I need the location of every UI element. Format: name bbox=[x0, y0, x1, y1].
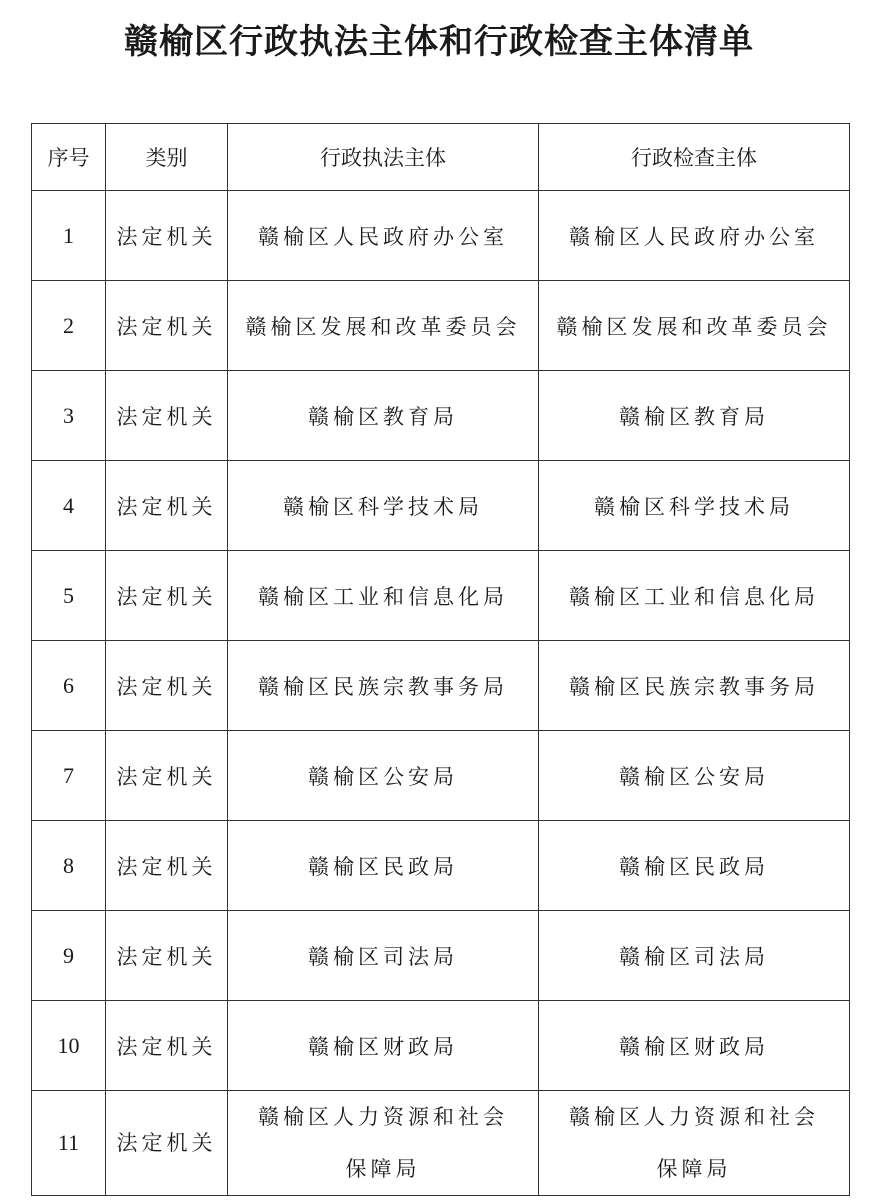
row-enforcement-entity: 赣榆区财政局 bbox=[228, 1001, 539, 1091]
table-row bbox=[32, 821, 850, 911]
row-category: 法定机关 bbox=[106, 821, 228, 911]
row-enforcement-entity bbox=[228, 1091, 539, 1196]
row-inspection-entity: 赣榆区民族宗教事务局 bbox=[539, 641, 850, 731]
row-serial-number: 11 bbox=[32, 1091, 106, 1196]
row-serial-number: 3 bbox=[32, 371, 106, 461]
row-serial-number: 5 bbox=[32, 551, 106, 641]
row-inspection-entity: 赣榆区科学技术局 bbox=[539, 461, 850, 551]
row-enforcement-entity: 赣榆区发展和改革委员会 bbox=[228, 281, 539, 371]
row-inspection-entity: 赣榆区财政局 bbox=[539, 1001, 850, 1091]
row-category: 法定机关 bbox=[106, 191, 228, 281]
table-row bbox=[32, 731, 850, 821]
row-serial-number: 8 bbox=[32, 821, 106, 911]
row-category: 法定机关 bbox=[106, 641, 228, 731]
row-category: 法定机关 bbox=[106, 911, 228, 1001]
row-serial-number: 7 bbox=[32, 731, 106, 821]
row-enforcement-entity-text: 赣榆区人力资源和社会保障局 bbox=[258, 1105, 508, 1181]
row-inspection-entity: 赣榆区民政局 bbox=[539, 821, 850, 911]
header-enforcement-entity: 行政执法主体 bbox=[228, 124, 539, 191]
row-category: 法定机关 bbox=[106, 551, 228, 641]
header-serial-number: 序号 bbox=[32, 124, 106, 191]
row-enforcement-entity: 赣榆区科学技术局 bbox=[228, 461, 539, 551]
table-header-row bbox=[32, 124, 850, 191]
table-row bbox=[32, 1001, 850, 1091]
table-row bbox=[32, 551, 850, 641]
row-enforcement-entity: 赣榆区司法局 bbox=[228, 911, 539, 1001]
row-enforcement-entity: 赣榆区公安局 bbox=[228, 731, 539, 821]
table-row bbox=[32, 641, 850, 731]
row-inspection-entity: 赣榆区发展和改革委员会 bbox=[539, 281, 850, 371]
header-category: 类别 bbox=[106, 124, 228, 191]
table-row bbox=[32, 911, 850, 1001]
header-inspection-entity: 行政检查主体 bbox=[539, 124, 850, 191]
row-serial-number: 2 bbox=[32, 281, 106, 371]
table-row bbox=[32, 371, 850, 461]
row-serial-number: 4 bbox=[32, 461, 106, 551]
row-inspection-entity-text: 赣榆区人力资源和社会保障局 bbox=[569, 1105, 819, 1181]
row-inspection-entity: 赣榆区教育局 bbox=[539, 371, 850, 461]
row-serial-number: 9 bbox=[32, 911, 106, 1001]
entity-list-table bbox=[31, 123, 850, 1196]
row-enforcement-entity: 赣榆区人民政府办公室 bbox=[228, 191, 539, 281]
row-inspection-entity: 赣榆区公安局 bbox=[539, 731, 850, 821]
row-serial-number: 6 bbox=[32, 641, 106, 731]
row-category: 法定机关 bbox=[106, 731, 228, 821]
row-category: 法定机关 bbox=[106, 1001, 228, 1091]
row-inspection-entity bbox=[539, 1091, 850, 1196]
row-enforcement-entity: 赣榆区民政局 bbox=[228, 821, 539, 911]
row-inspection-entity: 赣榆区工业和信息化局 bbox=[539, 551, 850, 641]
table-row bbox=[32, 281, 850, 371]
row-category: 法定机关 bbox=[106, 1091, 228, 1196]
row-serial-number: 10 bbox=[32, 1001, 106, 1091]
row-enforcement-entity: 赣榆区民族宗教事务局 bbox=[228, 641, 539, 731]
row-serial-number: 1 bbox=[32, 191, 106, 281]
table-row bbox=[32, 1091, 850, 1196]
row-category: 法定机关 bbox=[106, 281, 228, 371]
row-inspection-entity: 赣榆区司法局 bbox=[539, 911, 850, 1001]
table-row bbox=[32, 461, 850, 551]
row-category: 法定机关 bbox=[106, 461, 228, 551]
table-row bbox=[32, 191, 850, 281]
row-category: 法定机关 bbox=[106, 371, 228, 461]
row-enforcement-entity: 赣榆区工业和信息化局 bbox=[228, 551, 539, 641]
row-inspection-entity: 赣榆区人民政府办公室 bbox=[539, 191, 850, 281]
page-title: 赣榆区行政执法主体和行政检查主体清单 bbox=[124, 22, 754, 62]
row-enforcement-entity: 赣榆区教育局 bbox=[228, 371, 539, 461]
